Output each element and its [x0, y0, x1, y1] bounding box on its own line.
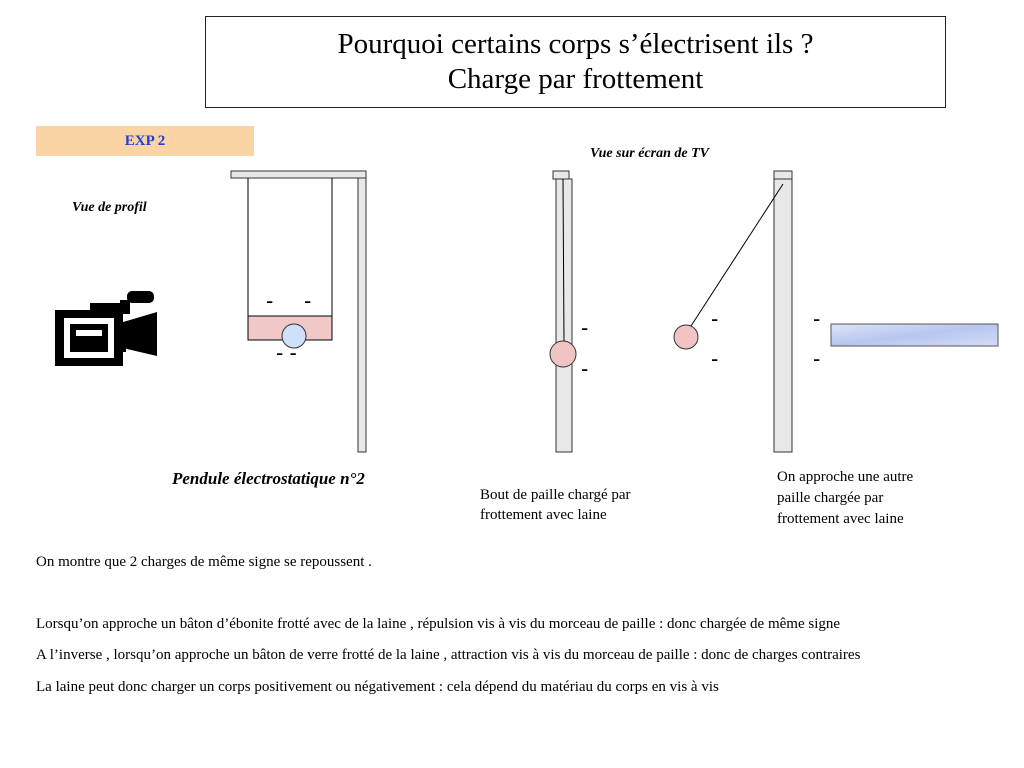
caption-approach-line-1: On approche une autre [777, 469, 914, 485]
body-line-2: Lorsqu’on approche un bâton d’ébonite frotté avec de la laine , répulsion vis à vis du morceau de paille : donc chargée de même signe [36, 616, 841, 632]
exp-label: EXP 2 [36, 126, 254, 156]
caption-approach-line-3: frottement avec laine [777, 511, 904, 527]
body-line-1: On montre que 2 charges de même signe se repoussent . [36, 554, 372, 570]
body-line-3: A l’inverse , lorsqu’on approche un bâton de verre frotté de la laine , attraction vis à vis du morceau de paille : donc de charges contraires [36, 647, 861, 663]
charge-minus: - [304, 288, 312, 313]
straw-ball-1 [550, 341, 576, 367]
charge-minus: - [266, 288, 274, 313]
tv-stand-2 [674, 171, 792, 452]
tv-stand-1 [550, 171, 576, 452]
charged-straw [831, 324, 998, 346]
title-line-1: Pourquoi certains corps s’électrisent ils ? [337, 28, 814, 60]
video-camera-icon [55, 291, 157, 366]
title-line-2: Charge par frottement [447, 63, 704, 95]
pendulum-stand [231, 171, 366, 452]
label-vue-de-profil: Vue de profil [72, 200, 147, 215]
caption-approach-line-2: paille chargée par [777, 490, 884, 506]
label-vue-tv: Vue sur écran de TV [590, 146, 710, 161]
charge-minus: - [813, 346, 821, 371]
charge-minus: - [711, 346, 719, 371]
charge-double-minus: - - [276, 340, 297, 365]
body-line-4: La laine peut donc charger un corps positivement ou négativement : cela dépend du matériau du corps en vis à vis [36, 679, 719, 695]
charge-minus: - [813, 306, 821, 331]
straw-ball-2 [674, 325, 698, 349]
charge-minus: - [581, 315, 589, 340]
caption-straw-line-1: Bout de paille chargé par [480, 487, 631, 503]
pendulum-label: Pendule électrostatique n°2 [172, 469, 365, 488]
caption-straw-line-2: frottement avec laine [480, 507, 607, 523]
charge-minus: - [711, 306, 719, 331]
charge-minus: - [581, 356, 589, 381]
